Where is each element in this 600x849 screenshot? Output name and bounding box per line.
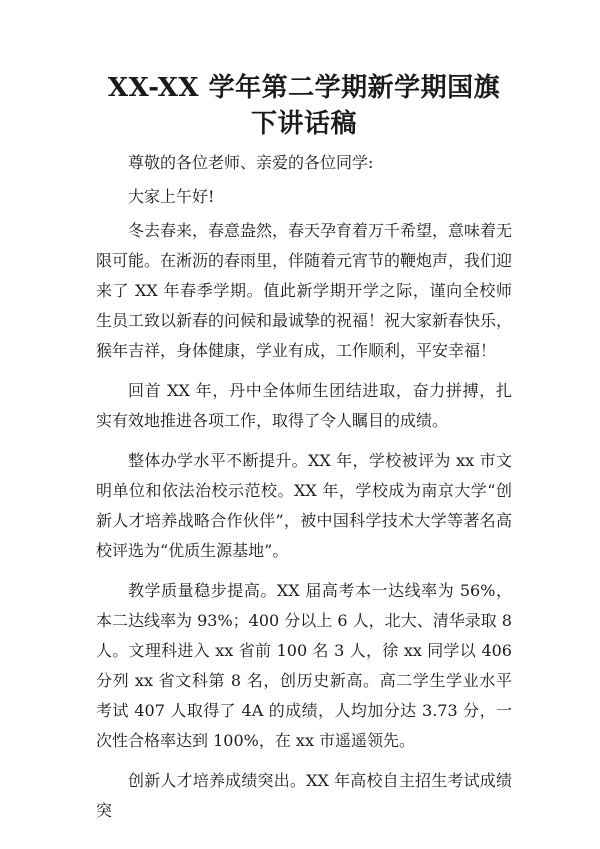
greeting-line: 大家上午好! <box>128 187 215 206</box>
paragraph-review: 回首 XX 年，丹中全体师生团结进取，奋力拼搏，扎实有效地推进各项工作，取得了令人瞩目的成绩。 <box>96 381 512 430</box>
document-title: XX-XX 学年第二学期新学期国旗下讲话稿 <box>107 73 501 139</box>
paragraph-innovation: 创新人才培养成绩突出。XX 年高校自主招生考试成绩突 <box>96 771 512 820</box>
greeting-salutation: 尊敬的各位老师、亲爱的各位同学: <box>128 153 374 172</box>
paragraph-school-level: 整体办学水平不断提升。XX 年，学校被评为 xx 市文明单位和依法治校示范校。XX 年，学校成为南京大学“创新人才培养战略合作伙伴”，被中国科学技术大学等著名高校评选为“优质生源基地”。 <box>96 451 512 560</box>
paragraph-spring-intro: 冬去春来，春意盎然，春天孕育着万千希望，意味着无限可能。在淅沥的春雨里，伴随着元宵节的鞭炮声，我们迎来了 XX 年春季学期。值此新学期开学之际，谨向全校师生员工致以新春的问候和最诚挚的祝福！祝大家新春快乐，猴年吉祥，身体健康，学业有成，工作顺利，平安幸福！ <box>96 221 513 360</box>
paragraph-teaching-quality: 教学质量稳步提高。XX 届高考本一达线率为 56%，本二达线率为 93%；400 分以上 6 人，北大、清华录取 8 人。文理科进入 xx 省前 100 名 3 人，徐 xx 同学以 406 分列 xx 省文科第 8 名，创历史新高。高二学生学业水平考试 407 人取得了 4A 的成绩，人均加分达 3.73 分，一次性合格率达到 100%，在 xx 市遥遥领先。 <box>96 581 512 750</box>
